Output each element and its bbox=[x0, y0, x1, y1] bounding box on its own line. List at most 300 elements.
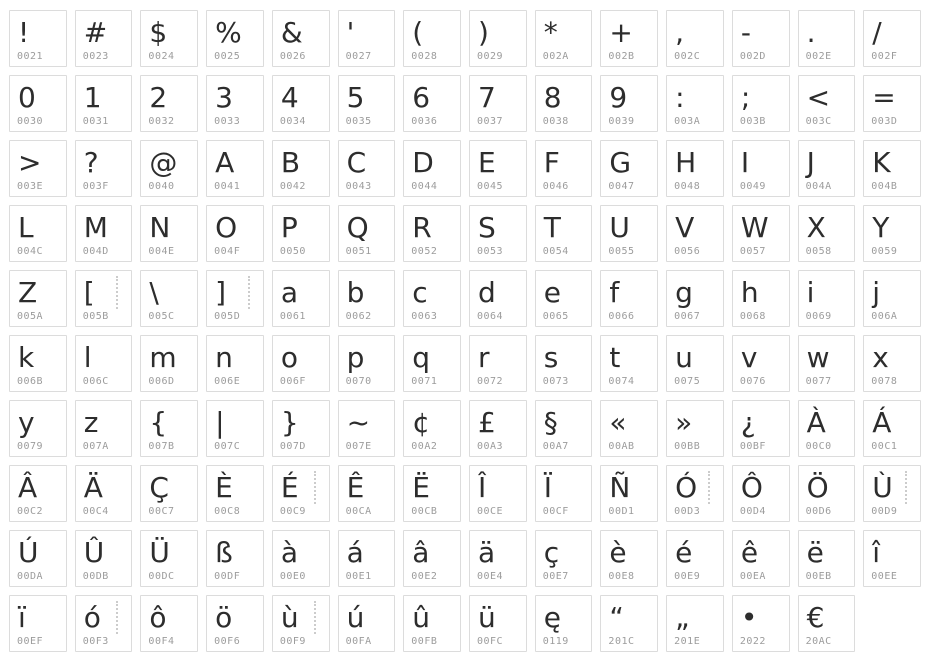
glyph-code-label: 006B bbox=[17, 376, 44, 387]
glyph-code-label: 003F bbox=[82, 181, 109, 192]
glyph-char: á bbox=[346, 536, 364, 569]
glyph-cell[interactable] bbox=[206, 205, 264, 262]
glyph-code-label: 201C bbox=[608, 636, 635, 647]
glyph-char: 1 bbox=[83, 81, 102, 114]
glyph-code-label: 0024 bbox=[148, 51, 175, 62]
glyph-cell[interactable] bbox=[535, 205, 593, 262]
glyph-cell[interactable] bbox=[9, 595, 67, 652]
glyph-char: ] bbox=[215, 276, 227, 309]
glyph-code-label: 0061 bbox=[279, 311, 306, 322]
glyph-char: t bbox=[609, 341, 621, 374]
glyph-char: Ä bbox=[83, 471, 103, 504]
glyph-char: Ô bbox=[740, 471, 763, 504]
glyph-cell[interactable] bbox=[140, 205, 198, 262]
glyph-cell[interactable] bbox=[469, 465, 527, 522]
glyph-cell[interactable] bbox=[338, 10, 396, 67]
glyph-cell[interactable] bbox=[469, 10, 527, 67]
glyph-cell[interactable] bbox=[75, 75, 133, 132]
glyph-cell[interactable] bbox=[798, 140, 856, 197]
glyph-cell[interactable] bbox=[403, 530, 461, 587]
glyph-code-label: 006C bbox=[82, 376, 109, 387]
glyph-char: ç bbox=[543, 536, 560, 569]
glyph-cell[interactable] bbox=[600, 595, 658, 652]
glyph-code-label: 002A bbox=[542, 51, 569, 62]
dotted-line-artifact bbox=[314, 601, 316, 634]
glyph-cell[interactable] bbox=[535, 75, 593, 132]
glyph-char: 5 bbox=[346, 81, 365, 114]
glyph-char: U bbox=[609, 211, 630, 244]
glyph-code-label: 0043 bbox=[345, 181, 372, 192]
glyph-cell[interactable] bbox=[863, 465, 921, 522]
glyph-cell[interactable] bbox=[798, 270, 856, 327]
glyph-cell[interactable] bbox=[75, 400, 133, 457]
glyph-cell[interactable] bbox=[206, 335, 264, 392]
glyph-cell[interactable] bbox=[140, 10, 198, 67]
glyph-cell[interactable] bbox=[75, 530, 133, 587]
glyph-code-label: 00E8 bbox=[608, 571, 635, 582]
glyph-char: ¿ bbox=[740, 406, 756, 439]
glyph-cell[interactable] bbox=[140, 400, 198, 457]
glyph-char: ~ bbox=[346, 406, 371, 439]
glyph-cell[interactable] bbox=[535, 10, 593, 67]
glyph-cell[interactable] bbox=[863, 140, 921, 197]
glyph-cell[interactable] bbox=[206, 465, 264, 522]
glyph-cell[interactable] bbox=[140, 75, 198, 132]
glyph-cell[interactable] bbox=[338, 400, 396, 457]
glyph-cell[interactable] bbox=[140, 530, 198, 587]
glyph-cell[interactable] bbox=[600, 10, 658, 67]
glyph-cell[interactable] bbox=[9, 205, 67, 262]
glyph-char: 8 bbox=[543, 81, 562, 114]
glyph-code-label: 0119 bbox=[542, 636, 569, 647]
glyph-cell[interactable] bbox=[666, 595, 724, 652]
glyph-char: Á bbox=[872, 406, 892, 439]
glyph-char: O bbox=[215, 211, 238, 244]
glyph-code-label: 00F9 bbox=[279, 636, 306, 647]
glyph-code-label: 007A bbox=[82, 441, 109, 452]
glyph-char: > bbox=[18, 146, 42, 179]
glyph-char: $ bbox=[149, 16, 168, 49]
glyph-cell[interactable] bbox=[403, 335, 461, 392]
glyph-cell[interactable] bbox=[338, 270, 396, 327]
glyph-char: z bbox=[83, 406, 99, 439]
glyph-char: K bbox=[872, 146, 891, 179]
glyph-cell[interactable] bbox=[666, 530, 724, 587]
dotted-line-artifact bbox=[116, 601, 118, 634]
glyph-cell[interactable] bbox=[469, 140, 527, 197]
glyph-char: & bbox=[280, 16, 303, 49]
glyph-char: f bbox=[609, 276, 620, 309]
glyph-char: s bbox=[543, 341, 559, 374]
glyph-code-label: 006F bbox=[279, 376, 306, 387]
glyph-code-label: 007C bbox=[214, 441, 241, 452]
glyph-cell[interactable] bbox=[600, 140, 658, 197]
glyph-cell[interactable] bbox=[206, 10, 264, 67]
glyph-cell[interactable] bbox=[863, 335, 921, 392]
glyph-code-label: 0041 bbox=[214, 181, 241, 192]
glyph-char: ; bbox=[740, 81, 751, 114]
glyph-cell[interactable] bbox=[798, 205, 856, 262]
glyph-cell[interactable] bbox=[403, 465, 461, 522]
glyph-char: ï bbox=[18, 601, 26, 634]
glyph-code-label: 00FA bbox=[345, 636, 372, 647]
glyph-cell[interactable] bbox=[272, 205, 330, 262]
glyph-cell[interactable] bbox=[600, 400, 658, 457]
glyph-cell[interactable] bbox=[666, 10, 724, 67]
glyph-cell[interactable] bbox=[666, 140, 724, 197]
glyph-char: w bbox=[806, 341, 830, 374]
glyph-char: Ñ bbox=[609, 471, 631, 504]
glyph-char: G bbox=[609, 146, 632, 179]
glyph-code-label: 00E2 bbox=[411, 571, 438, 582]
glyph-cell[interactable] bbox=[535, 270, 593, 327]
glyph-code-label: 004F bbox=[214, 246, 241, 257]
glyph-cell[interactable] bbox=[272, 140, 330, 197]
glyph-char: . bbox=[806, 16, 816, 49]
glyph-cell[interactable] bbox=[469, 205, 527, 262]
glyph-cell[interactable] bbox=[338, 595, 396, 652]
glyph-cell[interactable] bbox=[600, 530, 658, 587]
glyph-cell[interactable] bbox=[272, 10, 330, 67]
glyph-code-label: 0032 bbox=[148, 116, 175, 127]
glyph-cell[interactable] bbox=[9, 530, 67, 587]
glyph-cell[interactable] bbox=[403, 270, 461, 327]
glyph-char: H bbox=[675, 146, 697, 179]
glyph-char: [ bbox=[83, 276, 95, 309]
glyph-cell[interactable] bbox=[732, 10, 790, 67]
glyph-cell[interactable] bbox=[863, 10, 921, 67]
glyph-char: } bbox=[280, 406, 299, 439]
glyph-cell[interactable] bbox=[75, 595, 133, 652]
glyph-code-label: 00C0 bbox=[805, 441, 832, 452]
glyph-code-label: 00CA bbox=[345, 506, 372, 517]
glyph-code-label: 0077 bbox=[805, 376, 832, 387]
glyph-char: J bbox=[806, 146, 815, 179]
glyph-char: ¢ bbox=[412, 406, 431, 439]
glyph-cell[interactable] bbox=[272, 595, 330, 652]
glyph-cell[interactable] bbox=[403, 400, 461, 457]
glyph-cell[interactable] bbox=[75, 140, 133, 197]
glyph-code-label: 00D6 bbox=[805, 506, 832, 517]
glyph-char: q bbox=[412, 341, 431, 374]
glyph-code-label: 004B bbox=[871, 181, 898, 192]
glyph-cell[interactable] bbox=[75, 205, 133, 262]
glyph-char: î bbox=[872, 536, 881, 569]
glyph-char: Î bbox=[478, 471, 487, 504]
glyph-cell[interactable] bbox=[469, 270, 527, 327]
glyph-cell[interactable] bbox=[272, 75, 330, 132]
glyph-code-label: 003B bbox=[739, 116, 766, 127]
glyph-code-label: 0071 bbox=[411, 376, 438, 387]
glyph-code-label: 003D bbox=[871, 116, 898, 127]
glyph-cell[interactable] bbox=[732, 400, 790, 457]
glyph-cell[interactable] bbox=[798, 75, 856, 132]
glyph-cell[interactable] bbox=[338, 75, 396, 132]
glyph-char: m bbox=[149, 341, 177, 374]
glyph-code-label: 00FC bbox=[477, 636, 504, 647]
glyph-cell[interactable] bbox=[206, 270, 264, 327]
glyph-cell[interactable] bbox=[272, 400, 330, 457]
glyph-char: k bbox=[18, 341, 35, 374]
glyph-code-label: 0053 bbox=[477, 246, 504, 257]
glyph-cell[interactable] bbox=[469, 530, 527, 587]
glyph-code-label: 004C bbox=[17, 246, 44, 257]
glyph-char: ę bbox=[543, 601, 561, 634]
glyph-cell[interactable] bbox=[732, 530, 790, 587]
glyph-char: 9 bbox=[609, 81, 628, 114]
glyph-cell[interactable] bbox=[75, 10, 133, 67]
glyph-char: « bbox=[609, 406, 627, 439]
glyph-code-label: 007D bbox=[279, 441, 306, 452]
glyph-cell[interactable] bbox=[666, 335, 724, 392]
glyph-cell[interactable] bbox=[403, 10, 461, 67]
glyph-cell[interactable] bbox=[75, 335, 133, 392]
glyph-code-label: 0057 bbox=[739, 246, 766, 257]
glyph-cell[interactable] bbox=[535, 335, 593, 392]
glyph-code-label: 0037 bbox=[477, 116, 504, 127]
glyph-cell[interactable] bbox=[666, 465, 724, 522]
glyph-cell[interactable] bbox=[272, 530, 330, 587]
glyph-cell[interactable] bbox=[469, 400, 527, 457]
glyph-code-label: 00CB bbox=[411, 506, 438, 517]
glyph-char: § bbox=[543, 406, 558, 439]
glyph-char: » bbox=[675, 406, 693, 439]
glyph-cell[interactable] bbox=[798, 465, 856, 522]
glyph-cell[interactable] bbox=[140, 465, 198, 522]
glyph-code-label: 0042 bbox=[279, 181, 306, 192]
glyph-cell[interactable] bbox=[469, 335, 527, 392]
glyph-char: ? bbox=[83, 146, 99, 179]
glyph-code-label: 0065 bbox=[542, 311, 569, 322]
glyph-cell[interactable] bbox=[535, 400, 593, 457]
glyph-cell[interactable] bbox=[732, 205, 790, 262]
glyph-cell[interactable] bbox=[732, 140, 790, 197]
glyph-cell[interactable] bbox=[535, 465, 593, 522]
glyph-cell[interactable] bbox=[403, 75, 461, 132]
glyph-cell[interactable] bbox=[469, 75, 527, 132]
glyph-cell[interactable] bbox=[798, 595, 856, 652]
glyph-code-label: 0064 bbox=[477, 311, 504, 322]
glyph-code-label: 0072 bbox=[477, 376, 504, 387]
glyph-char: n bbox=[215, 341, 233, 374]
glyph-cell[interactable] bbox=[9, 140, 67, 197]
glyph-code-label: 0062 bbox=[345, 311, 372, 322]
glyph-cell[interactable] bbox=[206, 75, 264, 132]
glyph-cell[interactable] bbox=[732, 335, 790, 392]
glyph-char: ô bbox=[149, 601, 167, 634]
glyph-cell[interactable] bbox=[600, 335, 658, 392]
glyph-cell[interactable] bbox=[338, 465, 396, 522]
glyph-code-label: 0052 bbox=[411, 246, 438, 257]
glyph-char: ü bbox=[478, 601, 496, 634]
glyph-code-label: 00A7 bbox=[542, 441, 569, 452]
glyph-cell[interactable] bbox=[206, 595, 264, 652]
glyph-code-label: 002F bbox=[871, 51, 898, 62]
glyph-cell[interactable] bbox=[75, 465, 133, 522]
glyph-cell[interactable] bbox=[403, 140, 461, 197]
glyph-cell[interactable] bbox=[535, 140, 593, 197]
glyph-cell[interactable] bbox=[9, 400, 67, 457]
glyph-code-label: 0067 bbox=[674, 311, 701, 322]
glyph-cell[interactable] bbox=[863, 270, 921, 327]
glyph-cell[interactable] bbox=[140, 335, 198, 392]
glyph-cell[interactable] bbox=[798, 335, 856, 392]
glyph-cell[interactable] bbox=[9, 335, 67, 392]
glyph-cell[interactable] bbox=[863, 205, 921, 262]
glyph-cell[interactable] bbox=[863, 530, 921, 587]
glyph-cell[interactable] bbox=[798, 530, 856, 587]
glyph-cell[interactable] bbox=[732, 595, 790, 652]
glyph-cell[interactable] bbox=[600, 75, 658, 132]
glyph-code-label: 0075 bbox=[674, 376, 701, 387]
glyph-cell[interactable] bbox=[863, 75, 921, 132]
glyph-char: ß bbox=[215, 536, 233, 569]
glyph-cell[interactable] bbox=[535, 530, 593, 587]
glyph-cell[interactable] bbox=[798, 400, 856, 457]
glyph-char: 0 bbox=[18, 81, 36, 114]
glyph-char: 4 bbox=[280, 81, 299, 114]
glyph-cell[interactable] bbox=[140, 140, 198, 197]
glyph-code-label: 005C bbox=[148, 311, 175, 322]
glyph-code-label: 0079 bbox=[17, 441, 44, 452]
glyph-code-label: 00DC bbox=[148, 571, 175, 582]
glyph-code-label: 002B bbox=[608, 51, 635, 62]
glyph-cell[interactable] bbox=[403, 595, 461, 652]
glyph-code-label: 0038 bbox=[542, 116, 569, 127]
glyph-char: N bbox=[149, 211, 171, 244]
glyph-char: Ï bbox=[543, 471, 552, 504]
glyph-cell[interactable] bbox=[732, 75, 790, 132]
glyph-code-label: 00E7 bbox=[542, 571, 569, 582]
glyph-char: ó bbox=[83, 601, 101, 634]
glyph-cell[interactable] bbox=[469, 595, 527, 652]
glyph-code-label: 00D9 bbox=[871, 506, 898, 517]
glyph-char: | bbox=[215, 406, 225, 439]
glyph-code-label: 0063 bbox=[411, 311, 438, 322]
glyph-cell[interactable] bbox=[338, 530, 396, 587]
glyph-cell[interactable] bbox=[9, 465, 67, 522]
glyph-cell[interactable] bbox=[272, 465, 330, 522]
glyph-cell[interactable] bbox=[863, 400, 921, 457]
glyph-cell[interactable] bbox=[272, 335, 330, 392]
dotted-line-artifact bbox=[314, 471, 316, 504]
glyph-code-label: 0070 bbox=[345, 376, 372, 387]
glyph-code-label: 0078 bbox=[871, 376, 898, 387]
glyph-char: 7 bbox=[478, 81, 496, 114]
glyph-code-label: 0047 bbox=[608, 181, 635, 192]
glyph-code-label: 00F6 bbox=[214, 636, 241, 647]
glyph-cell[interactable] bbox=[338, 335, 396, 392]
glyph-code-label: 003C bbox=[805, 116, 832, 127]
glyph-cell[interactable] bbox=[206, 530, 264, 587]
glyph-cell[interactable] bbox=[600, 205, 658, 262]
glyph-code-label: 00AB bbox=[608, 441, 635, 452]
glyph-char: â bbox=[412, 536, 430, 569]
glyph-char: À bbox=[806, 406, 826, 439]
glyph-cell[interactable] bbox=[338, 140, 396, 197]
glyph-cell[interactable] bbox=[75, 270, 133, 327]
glyph-char: W bbox=[740, 211, 769, 244]
glyph-char: V bbox=[675, 211, 695, 244]
glyph-cell[interactable] bbox=[535, 595, 593, 652]
glyph-cell[interactable] bbox=[9, 270, 67, 327]
glyph-cell[interactable] bbox=[403, 205, 461, 262]
glyph-code-label: 00BF bbox=[739, 441, 766, 452]
glyph-char: { bbox=[149, 406, 168, 439]
glyph-char: y bbox=[18, 406, 35, 439]
glyph-cell[interactable] bbox=[9, 10, 67, 67]
glyph-cell[interactable] bbox=[272, 270, 330, 327]
glyph-cell[interactable] bbox=[206, 140, 264, 197]
glyph-code-label: 00E9 bbox=[674, 571, 701, 582]
glyph-cell[interactable] bbox=[600, 270, 658, 327]
glyph-cell[interactable] bbox=[9, 75, 67, 132]
glyph-code-label: 004A bbox=[805, 181, 832, 192]
glyph-cell[interactable] bbox=[206, 400, 264, 457]
glyph-cell[interactable] bbox=[798, 10, 856, 67]
glyph-char: É bbox=[280, 471, 299, 504]
glyph-char: P bbox=[280, 211, 298, 244]
glyph-char: = bbox=[872, 81, 896, 114]
glyph-code-label: 0059 bbox=[871, 246, 898, 257]
glyph-char: g bbox=[675, 276, 693, 309]
glyph-cell[interactable] bbox=[666, 205, 724, 262]
glyph-char: c bbox=[412, 276, 428, 309]
glyph-char: “ bbox=[609, 601, 624, 634]
glyph-char: d bbox=[478, 276, 496, 309]
glyph-code-label: 0074 bbox=[608, 376, 635, 387]
glyph-char: \ bbox=[149, 276, 159, 309]
glyph-code-label: 003A bbox=[674, 116, 701, 127]
glyph-code-label: 0034 bbox=[279, 116, 306, 127]
glyph-char: p bbox=[346, 341, 365, 374]
glyph-cell[interactable] bbox=[732, 465, 790, 522]
glyph-code-label: 005A bbox=[17, 311, 44, 322]
glyph-char: à bbox=[280, 536, 299, 569]
glyph-code-label: 0040 bbox=[148, 181, 175, 192]
glyph-cell[interactable] bbox=[666, 400, 724, 457]
glyph-char: - bbox=[740, 16, 751, 49]
glyph-char: Ê bbox=[346, 471, 365, 504]
glyph-code-label: 0056 bbox=[674, 246, 701, 257]
glyph-code-label: 0049 bbox=[739, 181, 766, 192]
glyph-cell[interactable] bbox=[140, 595, 198, 652]
glyph-code-label: 006E bbox=[214, 376, 241, 387]
glyph-char: @ bbox=[149, 146, 178, 179]
glyph-code-label: 00E4 bbox=[477, 571, 504, 582]
glyph-cell[interactable] bbox=[338, 205, 396, 262]
glyph-code-label: 0066 bbox=[608, 311, 635, 322]
glyph-cell[interactable] bbox=[666, 270, 724, 327]
glyph-code-label: 0021 bbox=[17, 51, 44, 62]
glyph-char: i bbox=[806, 276, 815, 309]
glyph-cell[interactable] bbox=[732, 270, 790, 327]
glyph-char: 6 bbox=[412, 81, 431, 114]
glyph-code-label: 005D bbox=[214, 311, 241, 322]
glyph-code-label: 00D4 bbox=[739, 506, 766, 517]
glyph-cell[interactable] bbox=[666, 75, 724, 132]
glyph-char: : bbox=[675, 81, 685, 114]
glyph-code-label: 0026 bbox=[279, 51, 306, 62]
glyph-cell[interactable] bbox=[600, 465, 658, 522]
glyph-char: • bbox=[740, 601, 758, 634]
glyph-cell[interactable] bbox=[140, 270, 198, 327]
glyph-char: £ bbox=[478, 406, 496, 439]
glyph-char: C bbox=[346, 146, 367, 179]
glyph-code-label: 00F4 bbox=[148, 636, 175, 647]
glyph-char: A bbox=[215, 146, 235, 179]
glyph-char: < bbox=[806, 81, 831, 114]
